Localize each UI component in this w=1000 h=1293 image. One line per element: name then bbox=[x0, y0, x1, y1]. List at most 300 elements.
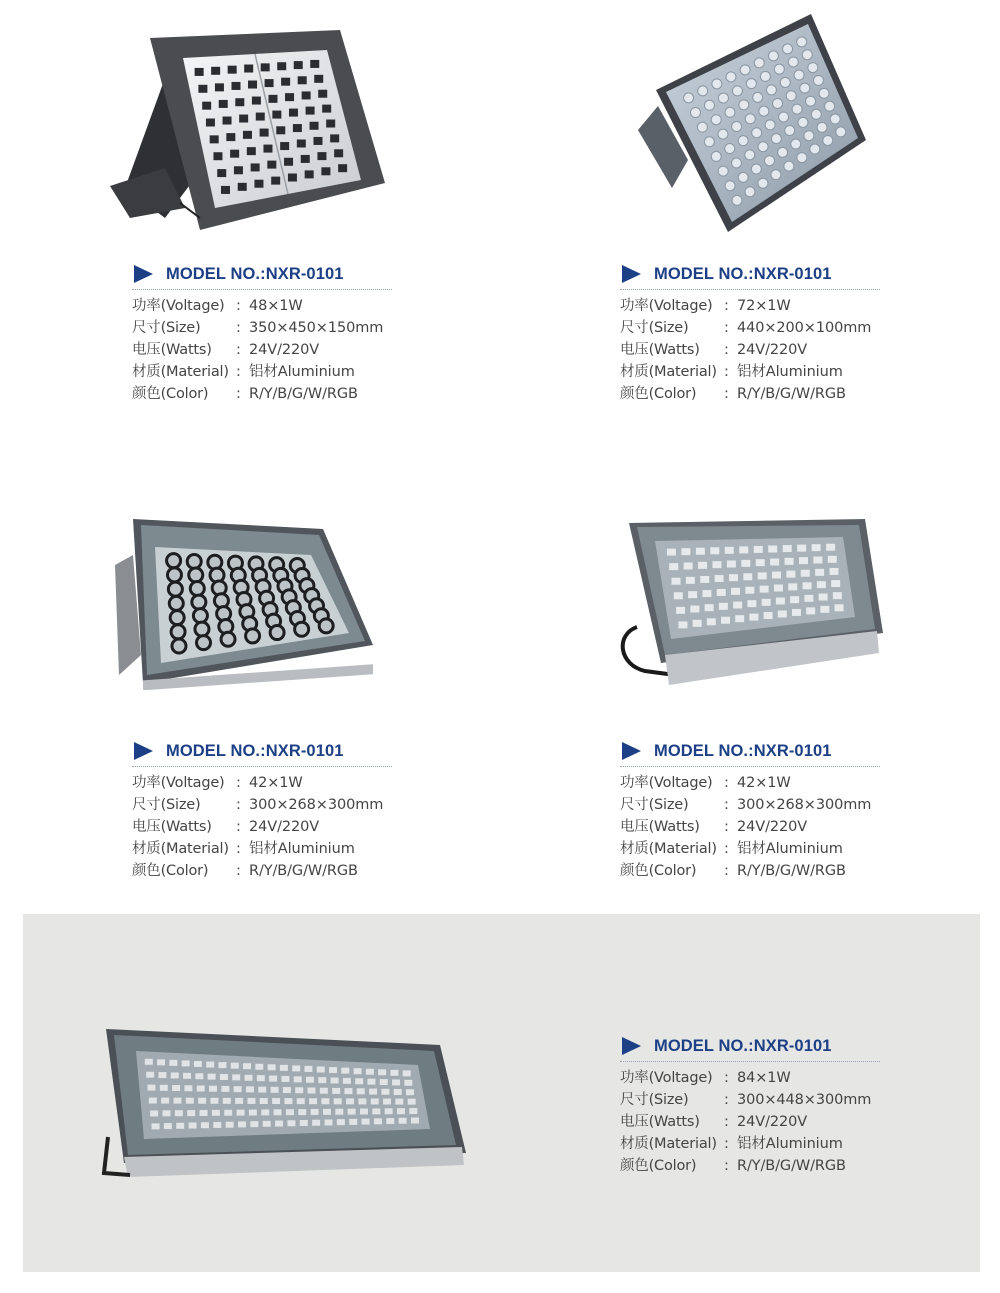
led-dot bbox=[741, 560, 750, 567]
spec-label: 材质(Material) bbox=[620, 1136, 717, 1152]
led-dot bbox=[285, 93, 294, 101]
led-dot bbox=[697, 122, 707, 132]
led-dot bbox=[224, 1110, 232, 1116]
led-dot bbox=[766, 85, 776, 95]
led-dot bbox=[170, 611, 184, 625]
spec-row bbox=[620, 295, 882, 317]
led-dot bbox=[201, 1122, 209, 1128]
spec-rows bbox=[620, 772, 882, 882]
led-dot bbox=[369, 1089, 377, 1095]
spec-rows bbox=[620, 1067, 882, 1177]
led-dot bbox=[774, 585, 783, 592]
led-dot bbox=[219, 100, 228, 108]
led-dot bbox=[725, 107, 735, 117]
led-dot bbox=[243, 131, 252, 139]
product-image-3 bbox=[105, 515, 375, 690]
spec-colon: : bbox=[724, 1092, 729, 1108]
spec-label: 电压(Watts) bbox=[620, 1114, 700, 1130]
led-dot bbox=[819, 88, 829, 98]
led-dot bbox=[690, 606, 699, 613]
led-dot bbox=[358, 1098, 366, 1104]
spec-colon: : bbox=[236, 298, 241, 314]
spec-value: 24V/220V bbox=[737, 1114, 808, 1130]
led-dot bbox=[360, 1109, 368, 1115]
spec-colon: : bbox=[236, 841, 241, 857]
led-dot bbox=[745, 114, 755, 124]
led-dot bbox=[780, 77, 790, 87]
led-dot bbox=[334, 1098, 342, 1104]
model-heading bbox=[132, 262, 394, 286]
led-dot bbox=[797, 37, 807, 47]
led-dot bbox=[812, 544, 821, 551]
led-dot bbox=[235, 1098, 243, 1104]
led-dot bbox=[280, 142, 289, 150]
led-dot bbox=[169, 1060, 177, 1066]
led-dot bbox=[715, 575, 724, 582]
spec-row bbox=[132, 838, 394, 860]
led-dot bbox=[304, 1066, 312, 1072]
led-dot bbox=[681, 548, 690, 555]
led-dot bbox=[192, 595, 206, 609]
led-dot bbox=[305, 170, 314, 178]
led-dot bbox=[244, 65, 253, 73]
led-dot bbox=[672, 578, 681, 585]
spec-value: 铝材Aluminium bbox=[737, 841, 843, 857]
spec-row bbox=[620, 794, 882, 816]
led-dot bbox=[756, 559, 765, 566]
spec-row bbox=[132, 339, 394, 361]
led-dot bbox=[712, 79, 722, 89]
model-number: MODEL NO.:NXR-0101 bbox=[654, 1036, 832, 1055]
spec-rows bbox=[620, 295, 882, 405]
led-dot bbox=[249, 1110, 257, 1116]
led-dot bbox=[771, 170, 781, 180]
led-dot bbox=[152, 1123, 160, 1129]
led-dot bbox=[711, 151, 721, 161]
led-dot bbox=[808, 63, 818, 73]
led-dot bbox=[800, 83, 810, 93]
led-dot bbox=[258, 1087, 266, 1093]
led-dot bbox=[175, 1110, 183, 1116]
triangle-bullet-icon bbox=[622, 1037, 641, 1055]
led-dot bbox=[383, 1099, 391, 1105]
led-dot bbox=[806, 96, 816, 106]
spec-row bbox=[620, 816, 882, 838]
led-dot bbox=[189, 568, 203, 582]
led-dot bbox=[202, 102, 211, 110]
spec-colon: : bbox=[236, 386, 241, 402]
led-dot bbox=[276, 126, 285, 134]
led-dot bbox=[764, 612, 773, 619]
led-dot bbox=[764, 156, 774, 166]
led-dot bbox=[385, 1108, 393, 1114]
spec-value: 铝材Aluminium bbox=[737, 1136, 843, 1152]
led-dot bbox=[804, 131, 814, 141]
spec-value: 24V/220V bbox=[737, 342, 808, 358]
product-spec-2 bbox=[620, 262, 882, 405]
led-dot bbox=[246, 1086, 254, 1092]
spec-label: 颜色(Color) bbox=[132, 386, 209, 402]
led-dot bbox=[167, 554, 181, 568]
led-dot bbox=[317, 152, 326, 160]
spec-label: 功率(Voltage) bbox=[132, 298, 225, 314]
led-dot bbox=[226, 1122, 234, 1128]
spec-value: 24V/220V bbox=[737, 819, 808, 835]
led-dot bbox=[208, 1074, 216, 1080]
led-dot bbox=[297, 139, 306, 147]
led-dot bbox=[167, 568, 181, 582]
led-dot bbox=[235, 98, 244, 106]
led-dot bbox=[215, 83, 224, 91]
led-dot bbox=[772, 572, 781, 579]
led-dot bbox=[403, 1070, 411, 1076]
led-dot bbox=[230, 150, 239, 158]
led-dot bbox=[206, 1062, 214, 1068]
led-dot bbox=[791, 139, 801, 149]
led-dot bbox=[268, 1064, 276, 1070]
led-dot bbox=[799, 557, 808, 564]
led-dot bbox=[267, 161, 276, 169]
spec-value: 84×1W bbox=[737, 1070, 791, 1086]
led-dot bbox=[195, 622, 209, 636]
spec-row bbox=[132, 361, 394, 383]
led-dot bbox=[313, 137, 322, 145]
spec-colon: : bbox=[724, 1158, 729, 1174]
led-dot bbox=[717, 589, 726, 596]
led-dot bbox=[311, 1109, 319, 1115]
led-dot bbox=[354, 1068, 362, 1074]
led-dot bbox=[357, 1088, 365, 1094]
led-dot bbox=[289, 109, 298, 117]
led-dot bbox=[380, 1079, 388, 1085]
spec-colon: : bbox=[724, 863, 729, 879]
led-dot bbox=[825, 101, 835, 111]
led-dot bbox=[754, 546, 763, 553]
led-dot bbox=[245, 1075, 253, 1081]
led-dot bbox=[306, 107, 315, 115]
led-dot bbox=[381, 1089, 389, 1095]
led-dot bbox=[286, 1109, 294, 1115]
led-dot bbox=[700, 576, 709, 583]
led-dot bbox=[263, 1121, 271, 1127]
spec-row bbox=[620, 1111, 882, 1133]
led-dot bbox=[197, 636, 211, 650]
led-dot bbox=[248, 81, 257, 89]
led-dot bbox=[246, 629, 260, 643]
spec-label: 材质(Material) bbox=[132, 841, 229, 857]
spec-value: 350×450×150mm bbox=[249, 320, 384, 336]
model-number: MODEL NO.:NXR-0101 bbox=[166, 264, 344, 283]
led-dot bbox=[317, 1067, 325, 1073]
led-dot bbox=[260, 1098, 268, 1104]
led-dot bbox=[164, 1123, 172, 1129]
led-dot bbox=[163, 1110, 171, 1116]
spec-row bbox=[620, 1133, 882, 1155]
led-dot bbox=[817, 122, 827, 132]
led-dot bbox=[220, 1074, 228, 1080]
led-dot bbox=[797, 545, 806, 552]
led-dot bbox=[409, 1108, 417, 1114]
led-dot bbox=[161, 1098, 169, 1104]
led-dot bbox=[690, 108, 700, 118]
led-dot bbox=[828, 556, 837, 563]
led-dot bbox=[773, 98, 783, 108]
led-dot bbox=[321, 1098, 329, 1104]
led-dot bbox=[322, 105, 331, 113]
led-dot bbox=[169, 596, 183, 610]
led-dot bbox=[738, 172, 748, 182]
led-dot bbox=[819, 594, 828, 601]
led-dot bbox=[261, 1109, 269, 1115]
led-dot bbox=[147, 1085, 155, 1091]
led-dot bbox=[195, 68, 204, 76]
led-dot bbox=[232, 1074, 240, 1080]
led-dot bbox=[770, 559, 779, 566]
led-dot bbox=[711, 115, 721, 125]
led-dot bbox=[732, 195, 742, 205]
led-dot bbox=[284, 158, 293, 166]
led-dot bbox=[346, 1098, 354, 1104]
model-heading bbox=[620, 1034, 882, 1058]
led-dot bbox=[753, 92, 763, 102]
spec-colon: : bbox=[724, 342, 729, 358]
spec-label: 功率(Voltage) bbox=[132, 775, 225, 791]
led-dot bbox=[762, 599, 771, 606]
spec-value: R/Y/B/G/W/RGB bbox=[737, 386, 846, 402]
spec-row bbox=[620, 317, 882, 339]
led-dot bbox=[719, 603, 728, 610]
led-dot bbox=[300, 1120, 308, 1126]
led-dot bbox=[371, 1098, 379, 1104]
led-dot bbox=[271, 177, 280, 185]
led-dot bbox=[788, 57, 798, 67]
led-dot bbox=[302, 91, 311, 99]
spec-label: 功率(Voltage) bbox=[620, 1070, 713, 1086]
led-dot bbox=[684, 563, 693, 570]
led-dot bbox=[733, 602, 742, 609]
led-dot bbox=[213, 1122, 221, 1128]
led-dot bbox=[268, 95, 277, 103]
led-dot bbox=[774, 64, 784, 74]
led-dot bbox=[760, 586, 769, 593]
led-dot bbox=[813, 557, 822, 564]
led-dot bbox=[228, 66, 237, 74]
spec-label: 电压(Watts) bbox=[620, 342, 700, 358]
led-dot bbox=[319, 619, 333, 633]
led-dot bbox=[771, 134, 781, 144]
led-dot bbox=[406, 1089, 414, 1095]
spec-value: 72×1W bbox=[737, 298, 791, 314]
led-dot bbox=[392, 1079, 400, 1085]
led-dot bbox=[738, 136, 748, 146]
led-dot bbox=[211, 67, 220, 75]
led-dot bbox=[735, 615, 744, 622]
spec-value: 48×1W bbox=[249, 298, 303, 314]
led-dot bbox=[826, 544, 835, 551]
led-dot bbox=[758, 142, 768, 152]
led-dot bbox=[721, 617, 730, 624]
led-dot bbox=[332, 1088, 340, 1094]
model-number: MODEL NO.:NXR-0101 bbox=[654, 741, 832, 760]
led-dot bbox=[272, 1098, 280, 1104]
spec-value: R/Y/B/G/W/RGB bbox=[737, 863, 846, 879]
led-dot bbox=[145, 1059, 153, 1065]
spec-row bbox=[620, 361, 882, 383]
spec-colon: : bbox=[724, 775, 729, 791]
led-dot bbox=[292, 1065, 300, 1071]
led-dot bbox=[252, 97, 261, 105]
led-dot bbox=[171, 625, 185, 639]
led-dot bbox=[173, 1098, 181, 1104]
spec-colon: : bbox=[724, 1114, 729, 1130]
led-dot bbox=[321, 167, 330, 175]
led-dot bbox=[320, 1088, 328, 1094]
led-dot bbox=[238, 1121, 246, 1127]
led-dot bbox=[804, 595, 813, 602]
led-dot bbox=[765, 120, 775, 130]
led-dot bbox=[310, 60, 319, 68]
led-dot bbox=[779, 112, 789, 122]
led-dot bbox=[704, 137, 714, 147]
led-dot bbox=[749, 614, 758, 621]
led-dot bbox=[784, 161, 794, 171]
led-dot bbox=[739, 100, 749, 110]
led-dot bbox=[786, 91, 796, 101]
led-dot bbox=[237, 1110, 245, 1116]
led-dot bbox=[274, 1109, 282, 1115]
led-dot bbox=[390, 1070, 398, 1076]
led-dot bbox=[758, 572, 767, 579]
led-dot bbox=[366, 1069, 374, 1075]
led-dot bbox=[759, 106, 769, 116]
led-dot bbox=[745, 187, 755, 197]
led-dot bbox=[676, 607, 685, 614]
led-dot bbox=[815, 569, 824, 576]
model-heading bbox=[132, 739, 394, 763]
product-spec-4 bbox=[620, 739, 882, 882]
led-dot bbox=[261, 63, 270, 71]
led-dot bbox=[786, 571, 795, 578]
triangle-bullet-icon bbox=[134, 742, 153, 760]
spec-label: 功率(Voltage) bbox=[620, 775, 713, 791]
spec-value: 铝材Aluminium bbox=[737, 364, 843, 380]
led-dot bbox=[217, 169, 226, 177]
led-dot bbox=[348, 1109, 356, 1115]
led-dot bbox=[397, 1108, 405, 1114]
spec-colon: : bbox=[724, 364, 729, 380]
led-dot bbox=[386, 1118, 394, 1124]
led-dot bbox=[686, 577, 695, 584]
led-dot bbox=[231, 82, 240, 90]
led-dot bbox=[806, 607, 815, 614]
spec-colon: : bbox=[724, 386, 729, 402]
led-dot bbox=[171, 1072, 179, 1078]
led-dot bbox=[729, 574, 738, 581]
led-dot bbox=[190, 582, 204, 596]
led-dot bbox=[298, 1109, 306, 1115]
spec-label: 颜色(Color) bbox=[620, 1158, 697, 1174]
divider bbox=[132, 766, 392, 767]
spec-row bbox=[132, 383, 394, 405]
led-dot bbox=[710, 547, 719, 554]
led-dot bbox=[792, 104, 802, 114]
spec-colon: : bbox=[724, 298, 729, 314]
led-dot bbox=[725, 144, 735, 154]
led-dot bbox=[778, 147, 788, 157]
led-dot bbox=[251, 163, 260, 171]
led-dot bbox=[187, 554, 201, 568]
led-dot bbox=[820, 606, 829, 613]
led-dot bbox=[338, 164, 347, 172]
spec-label: 电压(Watts) bbox=[132, 342, 212, 358]
led-dot bbox=[374, 1118, 382, 1124]
spec-row bbox=[132, 772, 394, 794]
spec-label: 尺寸(Size) bbox=[132, 320, 201, 336]
spec-row bbox=[620, 772, 882, 794]
led-dot bbox=[785, 126, 795, 136]
led-dot bbox=[271, 1087, 279, 1093]
spec-colon: : bbox=[236, 320, 241, 336]
spec-label: 尺寸(Size) bbox=[620, 1092, 689, 1108]
led-dot bbox=[783, 545, 792, 552]
product-image-2 bbox=[636, 10, 876, 238]
spec-label: 材质(Material) bbox=[620, 364, 717, 380]
spec-value: 铝材Aluminium bbox=[249, 364, 355, 380]
led-dot bbox=[725, 547, 734, 554]
led-dot bbox=[776, 598, 785, 605]
led-dot bbox=[394, 1089, 402, 1095]
led-dot bbox=[160, 1085, 168, 1091]
led-dot bbox=[239, 115, 248, 123]
led-dot bbox=[194, 1061, 202, 1067]
led-dot bbox=[298, 76, 307, 84]
spec-label: 功率(Voltage) bbox=[620, 298, 713, 314]
led-dot bbox=[372, 1108, 380, 1114]
led-dot bbox=[688, 591, 697, 598]
led-dot bbox=[399, 1118, 407, 1124]
led-dot bbox=[263, 145, 272, 153]
led-dot bbox=[234, 166, 243, 174]
led-dot bbox=[768, 546, 777, 553]
led-dot bbox=[168, 582, 182, 596]
led-dot bbox=[745, 587, 754, 594]
product-image-4 bbox=[615, 515, 890, 690]
led-dot bbox=[186, 1098, 194, 1104]
led-dot bbox=[297, 1098, 305, 1104]
led-dot bbox=[797, 153, 807, 163]
led-dot bbox=[768, 51, 778, 61]
led-dot bbox=[811, 109, 821, 119]
led-dot bbox=[182, 1060, 190, 1066]
led-dot bbox=[284, 1098, 292, 1104]
spec-row bbox=[132, 860, 394, 882]
led-dot bbox=[150, 1110, 158, 1116]
product-image-5 bbox=[100, 1025, 468, 1185]
led-dot bbox=[275, 1121, 283, 1127]
led-dot bbox=[803, 582, 812, 589]
led-dot bbox=[294, 61, 303, 69]
led-dot bbox=[705, 604, 714, 611]
spec-rows bbox=[132, 295, 394, 405]
divider bbox=[132, 289, 392, 290]
led-dot bbox=[408, 1099, 416, 1105]
model-number: MODEL NO.:NXR-0101 bbox=[654, 264, 832, 283]
spec-row bbox=[132, 317, 394, 339]
product-spec-5 bbox=[620, 1034, 882, 1177]
led-dot bbox=[310, 122, 319, 130]
led-dot bbox=[831, 580, 840, 587]
led-dot bbox=[411, 1117, 419, 1123]
